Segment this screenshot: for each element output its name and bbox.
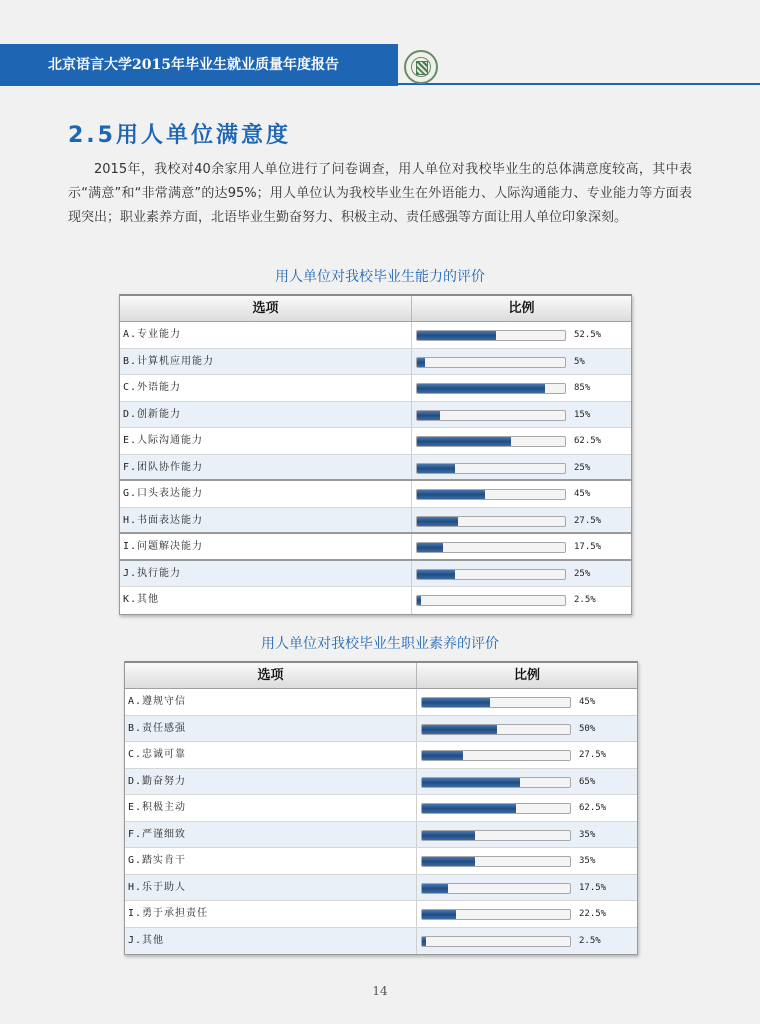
ratio-cell — [412, 481, 631, 507]
percentage-label: 85% — [574, 383, 591, 393]
option-label: D.勤奋努力 — [125, 769, 417, 795]
option-label: B.计算机应用能力 — [120, 349, 412, 375]
percentage-label: 50% — [579, 723, 596, 734]
ratio-cell — [417, 689, 637, 715]
percentage-label: 52.5% — [574, 330, 602, 340]
chart-title-ability: 用人单位对我校毕业生能力的评价 — [275, 269, 485, 285]
bar-fill — [417, 543, 443, 552]
percentage-label: 62.5% — [579, 803, 607, 813]
option-label: J.其他 — [125, 928, 417, 955]
ratio-cell — [417, 875, 637, 901]
bar-track — [416, 569, 566, 580]
bar-fill — [422, 910, 456, 919]
ratio-cell — [412, 587, 631, 614]
table-row — [125, 795, 637, 822]
table-row — [120, 402, 631, 429]
option-label: K.其他 — [120, 587, 412, 614]
bar-track — [416, 463, 566, 474]
option-label: D.创新能力 — [120, 402, 412, 428]
bar-fill — [422, 751, 463, 760]
option-label: G.踏实肯干 — [125, 848, 417, 874]
bar-track — [421, 697, 571, 708]
percentage-label: 27.5% — [579, 750, 607, 760]
bar-fill — [417, 596, 421, 605]
table-header — [125, 663, 637, 689]
bar-track — [416, 489, 566, 500]
table-row — [120, 375, 631, 402]
table-row — [120, 587, 631, 614]
bar-track — [416, 357, 566, 368]
percentage-label: 2.5% — [579, 935, 601, 946]
bar-fill — [422, 857, 475, 866]
percentage-label: 22.5% — [579, 909, 607, 919]
percentage-label: 65% — [579, 776, 596, 787]
option-label: G.口头表达能力 — [120, 481, 412, 507]
ratio-cell — [417, 848, 637, 874]
header-rule — [398, 83, 760, 85]
ratio-cell — [412, 322, 631, 348]
option-label: C.忠诚可靠 — [125, 742, 417, 768]
ratio-cell — [417, 716, 637, 742]
table-row — [120, 455, 631, 482]
page-number: 14 — [372, 984, 388, 998]
table-row — [120, 428, 631, 455]
table-row — [125, 822, 637, 849]
percentage-label: 2.5% — [574, 595, 596, 605]
option-label: I.勇于承担责任 — [125, 901, 417, 927]
bar-fill — [417, 437, 511, 446]
table-row — [125, 928, 637, 955]
percentage-label: 45% — [574, 489, 591, 499]
bar-track — [416, 516, 566, 527]
table-body — [120, 322, 631, 614]
bar-fill — [422, 804, 516, 813]
table-row — [120, 481, 631, 508]
ratio-cell — [412, 402, 631, 428]
percentage-label: 17.5% — [574, 542, 602, 552]
column-header-ratio: 比例 — [513, 668, 540, 683]
bar-track — [421, 830, 571, 841]
bar-fill — [417, 411, 440, 420]
percentage-label: 62.5% — [574, 436, 602, 446]
percentage-label: 25% — [574, 462, 591, 473]
table-body — [125, 689, 637, 954]
table-header — [120, 296, 631, 322]
option-label: A.专业能力 — [120, 322, 412, 348]
option-label: C.外语能力 — [120, 375, 412, 401]
column-header-option: 选项 — [120, 296, 412, 321]
option-label: H.书面表达能力 — [120, 508, 412, 533]
ratio-cell — [412, 375, 631, 401]
bar-fill — [417, 570, 455, 579]
bar-track — [421, 803, 571, 814]
report-title: 北京语言大学2015年毕业生就业质量年度报告 — [48, 57, 339, 73]
bar-track — [416, 383, 566, 394]
bar-track — [421, 856, 571, 867]
percentage-label: 27.5% — [574, 515, 602, 526]
bar-track — [421, 777, 571, 788]
option-label: A.遵规守信 — [125, 689, 417, 715]
option-label: I.问题解决能力 — [120, 534, 412, 559]
bar-track — [421, 936, 571, 947]
section-title: 2.5用人单位满意度 — [68, 123, 291, 148]
bar-track — [416, 595, 566, 606]
bar-fill — [422, 698, 490, 707]
bar-track — [416, 330, 566, 341]
ratio-cell — [412, 428, 631, 454]
table-row — [120, 322, 631, 349]
table-row — [125, 689, 637, 716]
option-label: J.执行能力 — [120, 561, 412, 587]
bar-fill — [417, 464, 455, 473]
bar-track — [421, 724, 571, 735]
bar-track — [416, 410, 566, 421]
option-label: F.严谨细致 — [125, 822, 417, 848]
bar-fill — [417, 490, 485, 499]
ratio-cell — [417, 901, 637, 927]
bar-fill — [417, 384, 545, 393]
percentage-label: 35% — [579, 856, 596, 866]
ratio-cell — [417, 769, 637, 795]
option-label: H.乐于助人 — [125, 875, 417, 901]
ratio-cell — [417, 928, 637, 955]
bar-track — [416, 436, 566, 447]
percentage-label: 15% — [574, 409, 591, 420]
bar-track — [421, 909, 571, 920]
table-row — [125, 901, 637, 928]
ratio-cell — [412, 349, 631, 375]
table-row — [125, 875, 637, 902]
column-header-option: 选项 — [125, 663, 417, 688]
bar-fill — [422, 778, 520, 787]
bar-fill — [422, 831, 475, 840]
bar-track — [416, 542, 566, 553]
bar-fill — [417, 517, 458, 526]
option-label: F.团队协作能力 — [120, 455, 412, 480]
option-label: B.责任感强 — [125, 716, 417, 742]
table-row — [125, 769, 637, 796]
percentage-label: 5% — [574, 356, 585, 367]
ratio-cell — [412, 455, 631, 480]
column-header-ratio: 比例 — [508, 301, 535, 316]
table-row — [120, 534, 631, 561]
ratio-cell — [417, 822, 637, 848]
ratio-cell — [412, 534, 631, 559]
bar-fill — [422, 725, 497, 734]
ratio-cell — [412, 508, 631, 533]
table-row — [120, 561, 631, 588]
chart-title-professionalism: 用人单位对我校毕业生职业素养的评价 — [261, 636, 499, 652]
table-row — [120, 508, 631, 535]
bar-fill — [422, 937, 426, 946]
professionalism-evaluation-table — [124, 661, 638, 955]
university-seal-icon — [404, 50, 438, 84]
bar-fill — [422, 884, 448, 893]
section-paragraph: 2015年，我校对40余家用人单位进行了问卷调查，用人单位对我校毕业生的总体满意度较高，其中表示“满意”和“非常满意”的达95%；用人单位认为我校毕业生在外语能力、人际沟通能力、专业能力等方面表现突出；职业素养方面，北语毕业生勤奋努力、积极主动、责任感强等方面让用人单位印象深刻。 — [68, 162, 692, 225]
ratio-cell — [417, 742, 637, 768]
option-label: E.人际沟通能力 — [120, 428, 412, 454]
percentage-label: 45% — [579, 697, 596, 707]
table-row — [125, 742, 637, 769]
option-label: E.积极主动 — [125, 795, 417, 821]
bar-fill — [417, 331, 496, 340]
ability-evaluation-table — [119, 294, 632, 615]
bar-track — [421, 883, 571, 894]
bar-fill — [417, 358, 425, 367]
ratio-cell — [412, 561, 631, 587]
table-row — [125, 716, 637, 743]
table-row — [125, 848, 637, 875]
table-row — [120, 349, 631, 376]
percentage-label: 17.5% — [579, 882, 607, 893]
report-header-banner — [0, 44, 398, 86]
percentage-label: 25% — [574, 568, 591, 579]
bar-track — [421, 750, 571, 761]
percentage-label: 35% — [579, 829, 596, 840]
ratio-cell — [417, 795, 637, 821]
